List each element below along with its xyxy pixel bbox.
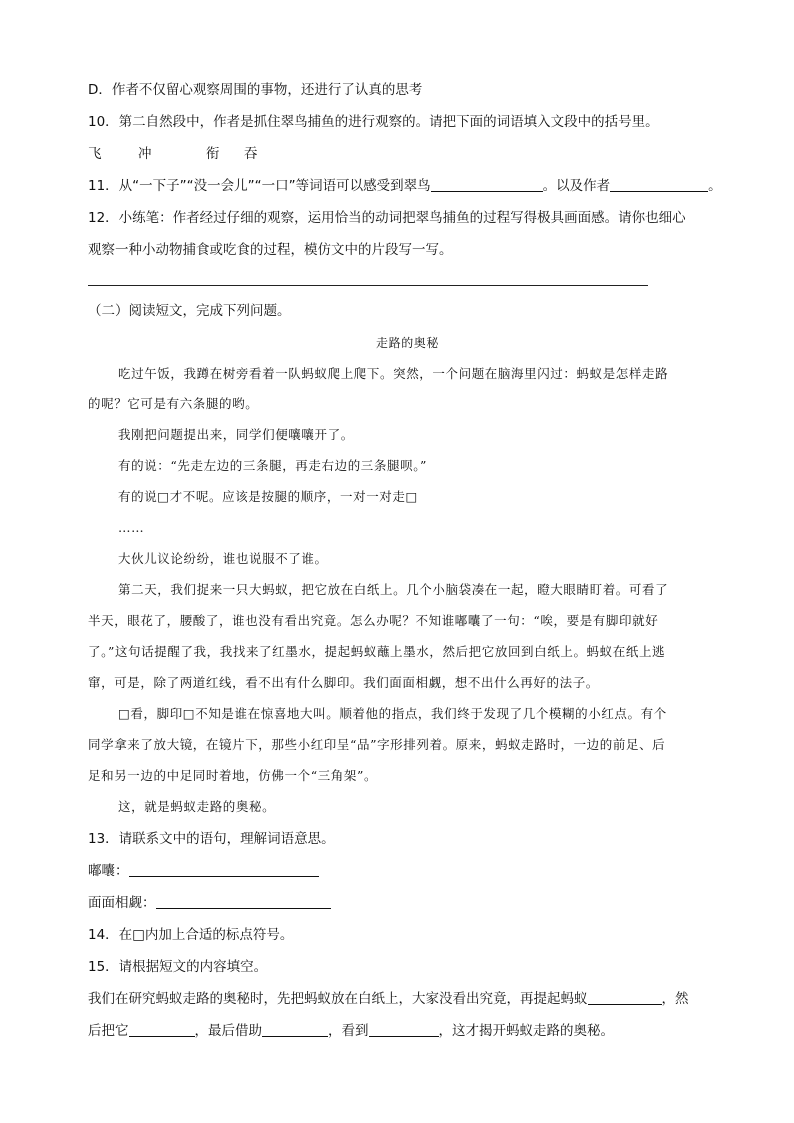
q15-blank-2[interactable] [129, 1022, 195, 1037]
q13-a-label: 嘟囔： [88, 863, 129, 879]
question-12-line-2: 观察一种小动物捕食或吃食的过程，模仿文中的片段写一写。 [88, 242, 453, 258]
story-p1-line-2: 的呢？它可是有六条腿的哟。 [88, 396, 259, 411]
story-p1-line-1: 吃过午饭，我蹲在树旁看着一队蚂蚁爬上爬下。突然，一个问题在脑海里闪过：蚂蚁是怎样走路 [118, 366, 669, 381]
story-p8-line-3: 足和另一边的中足同时着地，仿佛一个“三角架”。 [88, 768, 378, 783]
question-11 [88, 176, 722, 196]
story-p2: 我刚把问题提出来，同学们便嚷嚷开了。 [118, 427, 354, 442]
story-p8-line-1: □看，脚印□不知是谁在惊喜地大叫。顺着他的指点，我们终于发现了几个模糊的小红点。有个 [118, 706, 667, 721]
question-14: 14．在□内加上合适的标点符号。 [88, 927, 294, 943]
q15-text-4: ，最后借助 [194, 1023, 262, 1039]
story-p7-line-2: 半天，眼花了，腰酸了，谁也没有看出究竟。怎么办呢？不知谁嘟囔了一句：“唉，要是有脚印就好 [88, 613, 659, 628]
word-fei: 飞 [88, 146, 102, 162]
story-p7-line-4: 窜，可是，除了两道红线，看不出有什么脚印。我们面面相觑，想不出什么再好的法子。 [88, 675, 599, 690]
word-chong: 冲 [138, 146, 152, 162]
question-13-b [88, 893, 331, 913]
answer-line-q12[interactable] [88, 285, 648, 286]
q15-text-5: ，看到 [328, 1023, 369, 1039]
story-p7-line-3: 了。”这句话提醒了我，我找来了红墨水，提起蚂蚁蘸上墨水，然后把它放回到白纸上。蚂蚁在纸上逃 [88, 644, 666, 659]
question-13-a [88, 861, 319, 881]
question-10: 10．第二自然段中，作者是抓住翠鸟捕鱼的进行观察的。请把下面的词语填入文段中的括号里。 [88, 114, 659, 130]
story-p6: 大伙儿议论纷纷，谁也说服不了谁。 [118, 551, 328, 566]
q15-blank-3[interactable] [262, 1022, 328, 1037]
story-p7-line-1: 第二天，我们捉来一只大蚂蚁，把它放在白纸上。几个小脑袋凑在一起，瞪大眼睛盯着。可看了 [118, 582, 669, 597]
story-p8-line-2: 同学拿来了放大镜，在镜片下，那些小红印呈“品”字形排列着。原来，蚂蚁走路时，一边的前足、后 [88, 737, 666, 752]
question-15: 15．请根据短文的内容填空。 [88, 959, 268, 975]
question-12-line-1: 12．小练笔：作者经过仔细的观察，运用恰当的动词把翠鸟捕鱼的过程写得极具画面感。请你也细心 [88, 210, 686, 226]
q15-text-6: ，这才揭开蚂蚁走路的奥秘。 [438, 1023, 614, 1039]
story-ellipsis: …… [118, 520, 145, 535]
question-15-line-1 [88, 989, 689, 1009]
q15-blank-1[interactable] [588, 990, 662, 1005]
word-xian: 衔 [206, 146, 220, 162]
story-title: 走路的奥秘 [376, 336, 440, 350]
story-p3: 有的说：“先走左边的三条腿，再走右边的三条腿呗。” [118, 458, 428, 473]
q13-b-label: 面面相觑： [88, 895, 156, 911]
story-p9: 这，就是蚂蚁走路的奥秘。 [118, 799, 276, 814]
q15-text-3: 后把它 [88, 1023, 129, 1039]
q11-text-2: 。以及作者 [542, 178, 611, 194]
q11-text-1: 11．从“一下子”“没一会儿”“一口”等词语可以感受到翠鸟 [88, 178, 431, 194]
q11-blank-2[interactable] [610, 177, 708, 192]
option-d: D．作者不仅留心观察周围的事物，还进行了认真的思考 [88, 82, 423, 98]
q11-text-end: 。 [708, 178, 722, 194]
q13-b-blank[interactable] [156, 894, 331, 909]
q15-text-1: 我们在研究蚂蚁走路的奥秘时，先把蚂蚁放在白纸上，大家没看出究竟，再提起蚂蚁 [88, 991, 588, 1007]
word-tun: 吞 [244, 146, 258, 162]
q15-text-2: ，然 [661, 991, 689, 1007]
question-13: 13．请联系文中的语句，理解词语意思。 [88, 831, 335, 847]
section-heading: （二）阅读短文，完成下列问题。 [88, 303, 291, 319]
q11-blank-1[interactable] [431, 177, 543, 192]
q13-a-blank[interactable] [129, 862, 319, 877]
story-p4: 有的说□才不呢。应该是按腿的顺序，一对一对走□ [118, 489, 418, 504]
question-15-line-2 [88, 1021, 614, 1041]
q15-blank-4[interactable] [369, 1022, 439, 1037]
